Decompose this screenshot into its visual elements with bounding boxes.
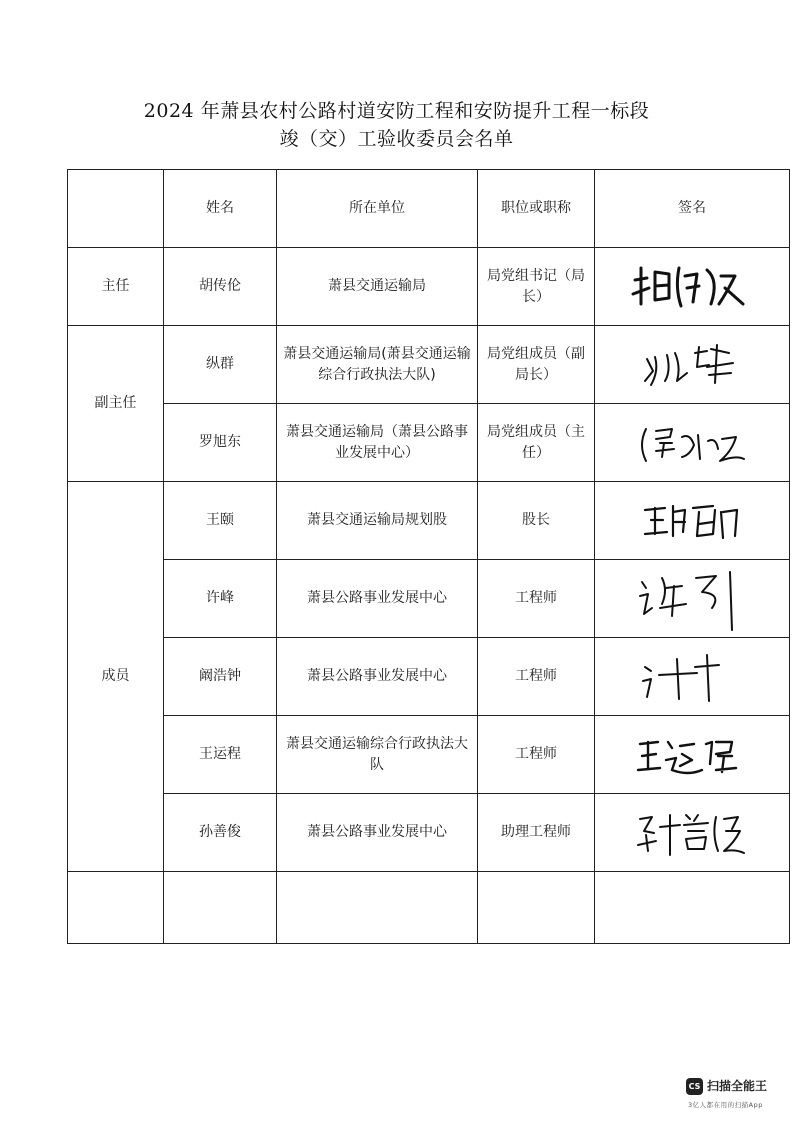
header-cell-group [68, 170, 164, 248]
member-unit: 萧县交通运输综合行政执法大队 [277, 716, 478, 794]
member-title: 股长 [478, 482, 595, 560]
member-title: 助理工程师 [478, 794, 595, 872]
handwritten-signature [632, 564, 752, 634]
signature-cell [595, 638, 790, 716]
member-name: 罗旭东 [164, 404, 277, 482]
scanner-app-badge [686, 1078, 790, 1114]
member-unit: 萧县交通运输局(萧县交通运输综合行政执法大队) [277, 326, 478, 404]
document-title-line2: 竣（交）工验收委员会名单 [279, 128, 514, 150]
scanner-app-tagline: 3亿人都在用的扫描App [688, 1101, 763, 1109]
header-cell-signature: 签名 [595, 170, 790, 248]
table-row [68, 638, 790, 716]
header-cell-name: 姓名 [164, 170, 277, 248]
signature-cell [595, 326, 790, 404]
handwritten-signature [637, 496, 747, 546]
handwritten-signature [632, 730, 752, 780]
signature-cell [595, 794, 790, 872]
handwritten-signature [637, 649, 747, 705]
signature-cell [595, 716, 790, 794]
member-unit: 萧县交通运输局 [277, 248, 478, 326]
scanner-app-name: 扫描全能王 [707, 1079, 768, 1093]
table-row [68, 248, 790, 326]
member-unit: 萧县公路事业发展中心 [277, 638, 478, 716]
handwritten-signature [627, 258, 757, 316]
document-title-line1: 2024 年萧县农村公路村道安防工程和安防提升工程一标段 [143, 100, 650, 122]
member-title: 局党组成员（副局长） [478, 326, 595, 404]
member-name: 纵群 [164, 326, 277, 404]
table-row [68, 794, 790, 872]
handwritten-signature [637, 337, 747, 393]
member-title: 工程师 [478, 560, 595, 638]
camscanner-logo-icon: CS [686, 1078, 703, 1095]
member-name: 阚浩钟 [164, 638, 277, 716]
signature-cell [595, 560, 790, 638]
table-row [68, 482, 790, 560]
member-name: 王颐 [164, 482, 277, 560]
header-cell-title: 职位或职称 [478, 170, 595, 248]
table-row-empty [68, 872, 790, 944]
signature-cell [595, 404, 790, 482]
member-name: 王运程 [164, 716, 277, 794]
empty-cell [595, 872, 790, 944]
group-label-director: 主任 [68, 248, 164, 326]
member-unit: 萧县交通运输局（萧县公路事业发展中心） [277, 404, 478, 482]
table-row [68, 404, 790, 482]
empty-cell [68, 872, 164, 944]
member-title: 工程师 [478, 716, 595, 794]
handwritten-signature [632, 805, 752, 861]
member-title: 局党组书记（局长） [478, 248, 595, 326]
committee-roster-table [67, 169, 790, 944]
group-label-deputy: 副主任 [68, 326, 164, 482]
member-name: 孙善俊 [164, 794, 277, 872]
member-unit: 萧县公路事业发展中心 [277, 560, 478, 638]
header-cell-unit: 所在单位 [277, 170, 478, 248]
member-name: 许峰 [164, 560, 277, 638]
member-title: 局党组成员（主任） [478, 404, 595, 482]
member-title: 工程师 [478, 638, 595, 716]
empty-cell [478, 872, 595, 944]
header-row [68, 170, 790, 248]
member-unit: 萧县交通运输局规划股 [277, 482, 478, 560]
group-label-members: 成员 [68, 482, 164, 872]
empty-cell [277, 872, 478, 944]
signature-cell [595, 248, 790, 326]
table-row [68, 716, 790, 794]
table-row [68, 560, 790, 638]
member-unit: 萧县公路事业发展中心 [277, 794, 478, 872]
handwritten-signature [632, 415, 752, 471]
signature-cell [595, 482, 790, 560]
table-row [68, 326, 790, 404]
empty-cell [164, 872, 277, 944]
member-name: 胡传伦 [164, 248, 277, 326]
